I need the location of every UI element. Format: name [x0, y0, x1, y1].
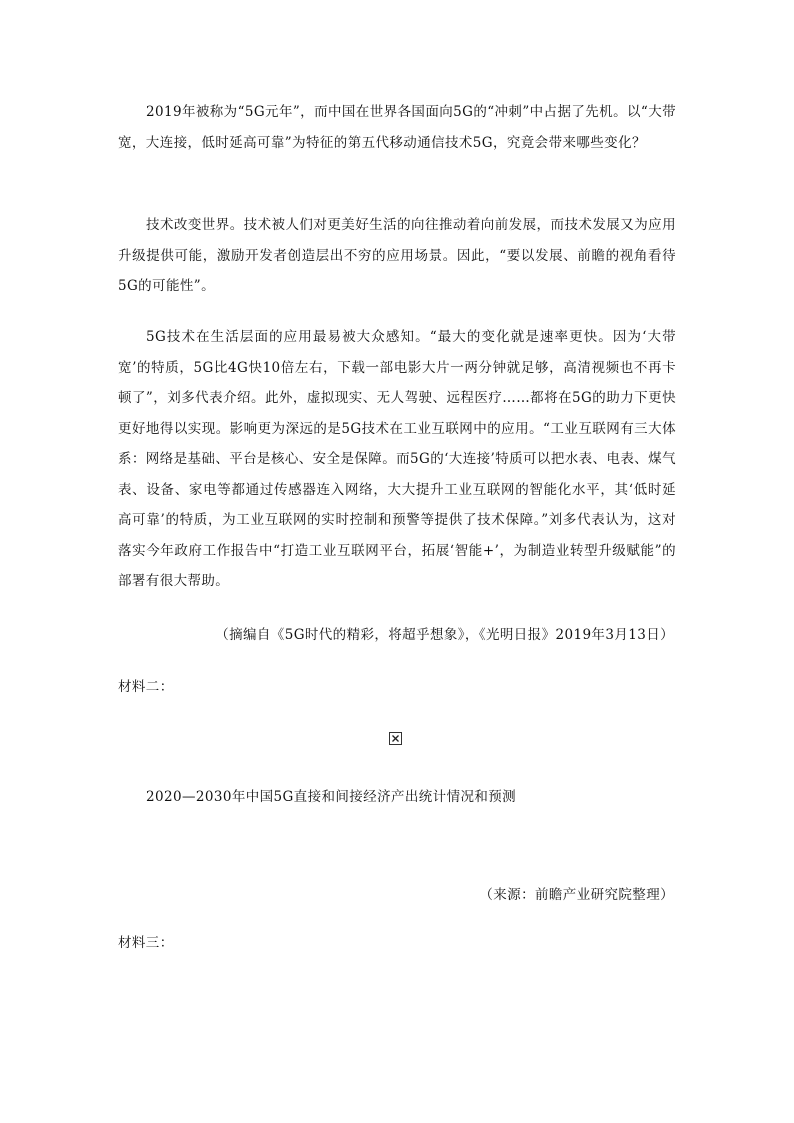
material2-source: （来源：前瞻产业研究院整理） — [479, 887, 674, 903]
material3-label: 材料三： — [118, 935, 174, 951]
paragraph-applications: 5G技术在生活层面的应用最易被大众感知。“最大的变化就是速率更快。因为‘大带宽’的特质，5G比4G快10倍左右，下载一部电影大片一两分钟就足够，高清视频也不再卡顿了”，刘多代表介绍。此外，虚拟现实、无人驾驶、远程医疗……都将在5G的助力下更快更好地得以实现。影响更为深远的是5G技术在工业互联网中的应用。“工业互联网有三大体系：网络是基础、平台是核心、安全是保障。而5G的‘大连接’特质可以把水表、电表、煤气表、设备、家电等都通过传感器连入网络，大大提升工业互联网的智能化水平，其‘低时延高可靠’的特质，为工业互联网的实时控制和预警等提供了技术保障。”刘多代表认为，这对落实今年政府工作报告中“打造工业互联网平台，拓展‘智能+’，为制造业转型升级赋能”的部署有很大帮助。 — [118, 329, 676, 589]
broken-image-icon — [389, 732, 402, 745]
material1-source: （摘编自《5G时代的精彩，将超乎想象》，《光明日报》2019年3月13日） — [215, 627, 674, 643]
chart-caption: 2020—2030年中国5G直接和间接经济产出统计情况和预测 — [146, 789, 517, 805]
material2-label: 材料二： — [118, 679, 174, 695]
paragraph-intro: 2019年被称为“5G元年”，而中国在世界各国面向5G的“冲刺”中占据了先机。以“大带宽，大连接，低时延高可靠”为特征的第五代移动通信技术5G，究竟会带来哪些变化？ — [118, 104, 676, 151]
paragraph-technology: 技术改变世界。技术被人们对更美好生活的向往推动着向前发展，而技术发展又为应用升级提供可能，激励开发者创造层出不穷的应用场景。因此，“要以发展、前瞻的视角看待5G的可能性”。 — [118, 217, 676, 294]
